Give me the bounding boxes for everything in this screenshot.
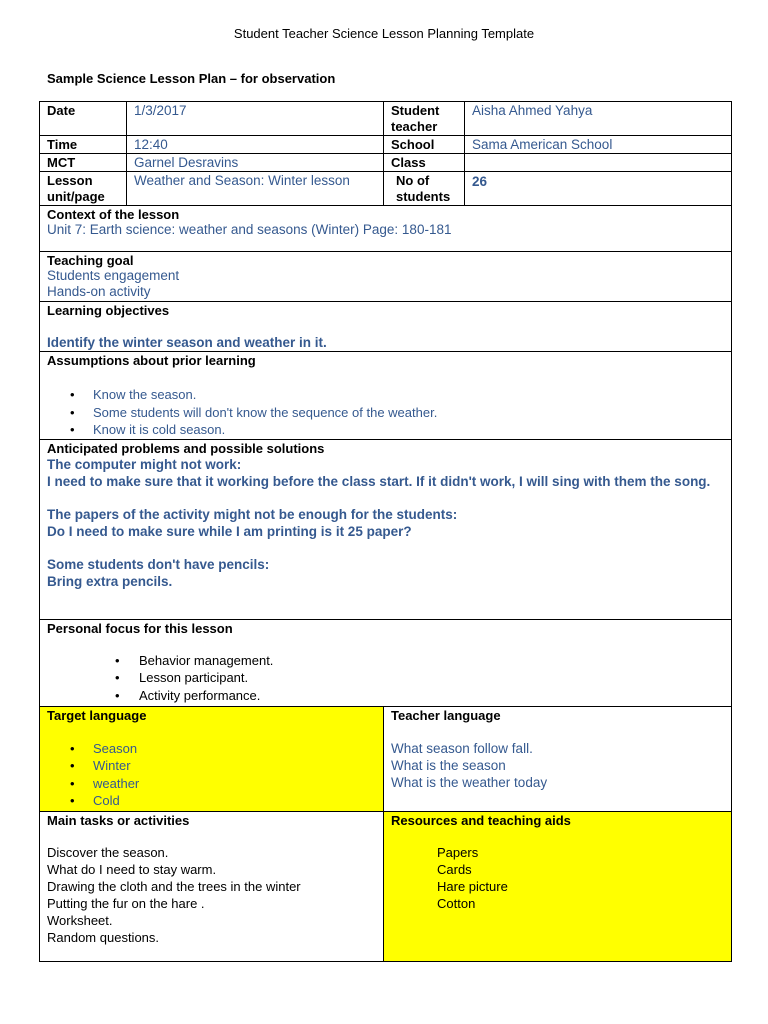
resources-list bbox=[391, 844, 724, 912]
target-language-item: • Season bbox=[47, 740, 376, 758]
resource-item: Hare picture bbox=[437, 878, 508, 894]
teaching-goal-item: Hands-on activity bbox=[47, 284, 151, 299]
lesson-plan-subtitle: Sample Science Lesson Plan – for observation bbox=[47, 71, 336, 86]
problem-1: The computer might not work: bbox=[47, 456, 242, 472]
teacher-language-label: Teacher language bbox=[391, 707, 501, 723]
personal-focus-label: Personal focus for this lesson bbox=[47, 620, 233, 636]
mct-label: MCT bbox=[47, 155, 76, 170]
date-label: Date bbox=[47, 103, 76, 118]
document-title: Student Teacher Science Lesson Planning Template bbox=[233, 26, 535, 41]
target-language-cell bbox=[40, 706, 384, 811]
number-of-students-value: 26 bbox=[472, 174, 488, 189]
main-task-item: Worksheet. bbox=[47, 912, 113, 928]
number-of-students-label: No of students bbox=[396, 173, 451, 204]
resource-item: Cards bbox=[437, 861, 472, 877]
assumption-item: • Know the season. bbox=[47, 386, 724, 404]
assumptions-list bbox=[47, 386, 724, 439]
teacher-language-cell bbox=[384, 706, 732, 811]
assumptions-label: Assumptions about prior learning bbox=[47, 353, 256, 368]
main-task-item: Random questions. bbox=[47, 929, 160, 945]
anticipated-problems-cell bbox=[40, 439, 732, 619]
personal-focus-list bbox=[47, 652, 724, 705]
main-task-item: What do I need to stay warm. bbox=[47, 861, 217, 877]
time-value: 12:40 bbox=[134, 137, 168, 152]
target-language-item: • weather bbox=[47, 775, 376, 793]
main-task-item: Putting the fur on the hare . bbox=[47, 895, 205, 911]
main-task-item: Discover the season. bbox=[47, 844, 169, 860]
lesson-unit-label: Lesson unit/page bbox=[47, 173, 105, 204]
problem-3: Some students don't have pencils: bbox=[47, 556, 270, 572]
assumption-item: • Know it is cold season. bbox=[47, 421, 724, 439]
personal-focus-item: • Activity performance. bbox=[47, 687, 724, 705]
date-value-cell bbox=[127, 102, 384, 136]
teacher-language-item: What is the season bbox=[391, 757, 506, 773]
solution-1: I need to make sure that it working before the class start. If it didn't work, I will sing with them the song. bbox=[47, 473, 711, 489]
context-value: Unit 7: Earth science: weather and seasons (Winter) Page: 180-181 bbox=[47, 222, 452, 237]
school-label: School bbox=[391, 137, 435, 152]
date-label-cell bbox=[40, 102, 127, 136]
target-language-item: • Winter bbox=[47, 757, 376, 775]
main-tasks-list bbox=[47, 844, 376, 946]
context-cell bbox=[40, 206, 732, 252]
assumptions-cell bbox=[40, 352, 732, 440]
teaching-goal-item: Students engagement bbox=[47, 268, 180, 283]
learning-objectives-cell bbox=[40, 302, 732, 352]
learning-objectives-label: Learning objectives bbox=[47, 303, 170, 318]
lesson-unit-value: Weather and Season: Winter lesson bbox=[134, 173, 350, 188]
personal-focus-item: • Lesson participant. bbox=[47, 669, 724, 687]
target-language-label: Target language bbox=[47, 707, 147, 723]
mct-value: Garnel Desravins bbox=[134, 155, 239, 170]
main-tasks-label: Main tasks or activities bbox=[47, 812, 190, 828]
target-language-item: • Cold bbox=[47, 792, 376, 810]
learning-objective-text: Identify the winter season and weather in it. bbox=[47, 335, 327, 350]
teacher-language-item: What season follow fall. bbox=[391, 740, 533, 756]
student-teacher-value: Aisha Ahmed Yahya bbox=[472, 103, 593, 118]
class-label: Class bbox=[391, 155, 426, 170]
problem-2: The papers of the activity might not be enough for the students: bbox=[47, 506, 458, 522]
resource-item: Papers bbox=[437, 844, 479, 860]
anticipated-problems-label: Anticipated problems and possible solutions bbox=[47, 440, 325, 456]
solution-3: Bring extra pencils. bbox=[47, 573, 173, 589]
teaching-goal-cell bbox=[40, 252, 732, 302]
lesson-plan-table bbox=[39, 101, 732, 962]
main-task-item: Drawing the cloth and the trees in the winter bbox=[47, 878, 301, 894]
student-teacher-label: Student teacher bbox=[391, 103, 440, 134]
resource-item: Cotton bbox=[437, 895, 476, 911]
main-tasks-cell bbox=[40, 811, 384, 961]
personal-focus-cell bbox=[40, 619, 732, 706]
context-label: Context of the lesson bbox=[47, 207, 180, 222]
student-teacher-label-cell bbox=[384, 102, 465, 136]
student-teacher-value-cell bbox=[465, 102, 732, 136]
resources-label: Resources and teaching aids bbox=[391, 812, 571, 828]
target-language-list bbox=[47, 740, 376, 810]
solution-2: Do I need to make sure while I am printing is it 25 paper? bbox=[47, 523, 412, 539]
teacher-language-item: What is the weather today bbox=[391, 774, 548, 790]
personal-focus-item: • Behavior management. bbox=[47, 652, 724, 670]
date-value: 1/3/2017 bbox=[134, 103, 187, 118]
time-label: Time bbox=[47, 137, 78, 152]
school-value: Sama American School bbox=[472, 137, 613, 152]
assumption-item: • Some students will don't know the sequence of the weather. bbox=[47, 404, 724, 422]
resources-cell bbox=[384, 811, 732, 961]
teaching-goal-label: Teaching goal bbox=[47, 253, 134, 268]
